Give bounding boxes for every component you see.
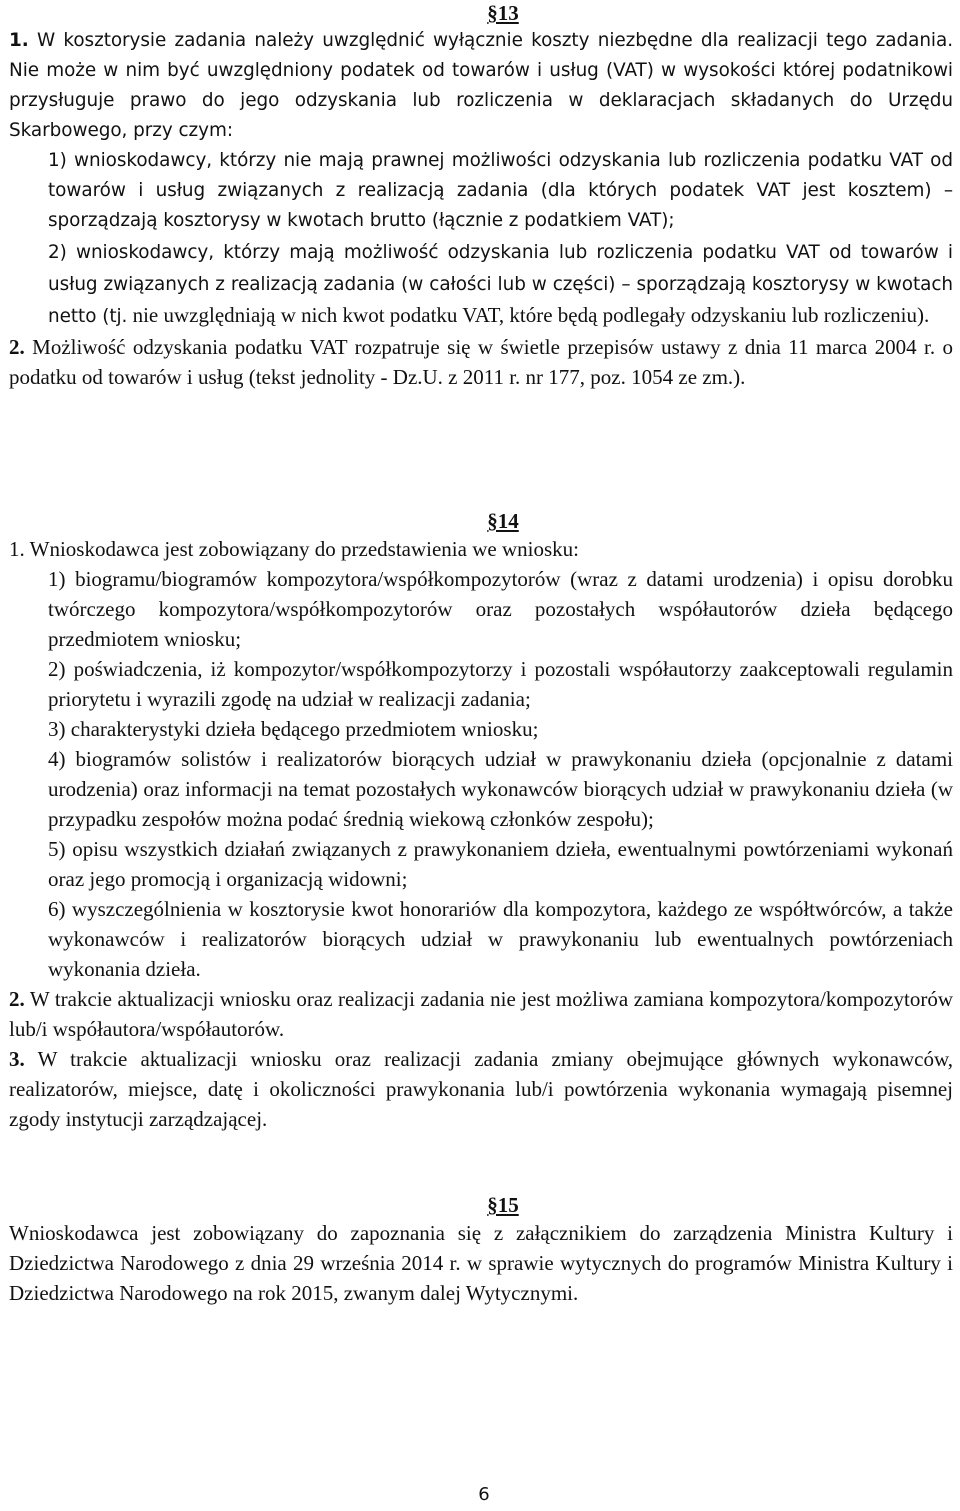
paragraph-text: W trakcie aktualizacji wniosku oraz realizacji zadania zmiany obejmujące głównych wykonawców, realizatorów, miejsce, datę i okoliczności prawykonania lub/i powtórzenia wykonania wymagają pisemnej zgody instytucji zarządzającej. [9, 1047, 953, 1131]
paragraph-text: W trakcie aktualizacji wniosku oraz realizacji zadania nie jest możliwa zamiana kompozytora/kompozytorów lub/i współautora/współautorów. [9, 987, 953, 1041]
paragraph-text: Możliwość odzyskania podatku VAT rozpatruje się w świetle przepisów ustawy z dnia 11 marca 2004 r. o podatku od towarów i usług (tekst jednolity - Dz.U. z 2011 r. nr 177, poz. 1054 ze zm.). [9, 335, 954, 389]
section-14-item-3: 3) charakterystyki dzieła będącego przedmiotem wniosku; [48, 717, 539, 741]
section-15-paragraph: Wnioskodawca jest zobowiązany do zapoznania się z załącznikiem do zarządzenia Ministra Kultury i Dziedzictwa Narodowego z dnia 29 września 2014 r. w sprawie wytycznych do programów Ministra Kultury i Dziedzictwa Narodowego na rok 2015, zwanym dalej Wytycznymi. [9, 1221, 953, 1305]
section-14-item-2: 2) poświadczenia, iż kompozytor/współkompozytorzy i pozostali współautorzy zaakceptowali regulamin priorytetu i wyrazili zgodę na udział w realizacji zadania; [48, 657, 953, 711]
section-14-item-4: 4) biogramów solistów i realizatorów biorących udział w prawykonaniu dzieła (opcjonalnie z datami urodzenia) oraz informacji na temat pozostałych wykonawców biorących udział w prawykonaniu dzieła (w przypadku zespołów można podać średnią wiekową członków zespołu); [48, 747, 953, 831]
section-14 [9, 508, 953, 1134]
section-13-paragraph-1 [9, 26, 953, 146]
paragraph-number: 2. [9, 335, 25, 359]
paragraph-text: W kosztorysie zadania należy uwzględnić wyłącznie koszty niezbędne dla realizacji tego zadania. Nie może w nim być uwzględniony podatek od towarów i usług (VAT) w wysokości której podatnikowi przysługuje prawo do jego odzyskania lub rozliczenia w deklaracjach składanych do Urzędu Skarbowego, przy czym: [9, 30, 954, 141]
section-14-item-5: 5) opisu wszystkich działań związanych z prawykonaniem dzieła, ewentualnymi powtórzeniami wykonań oraz jego promocją i organizacją widowni; [48, 837, 953, 891]
paragraph-number: 2. [9, 987, 25, 1011]
section-14-paragraph-2 [9, 984, 953, 1044]
section-13-heading: §13 [487, 1, 519, 25]
page-number: 6 [478, 1484, 490, 1505]
section-14-heading: §14 [487, 509, 519, 533]
section-13 [9, 0, 953, 392]
section-14-item-6: 6) wyszczególnienia w kosztorysie kwot honorariów dla kompozytora, każdego ze współtwórców, a także wykonawców i realizatorów biorących udział w prawykonaniu lub ewentualnych powtórzeniach wykonania dzieła. [48, 897, 953, 981]
section-13-paragraph-2 [9, 332, 953, 392]
item-2-part-b: nie uwzględniają w nich kwot podatku VAT, które będą podlegały odzyskaniu lub rozliczeniu). [132, 303, 930, 327]
section-14-paragraph-3 [9, 1044, 953, 1134]
paragraph-number: 1. [9, 30, 29, 51]
section-15-heading: §15 [487, 1193, 519, 1217]
paragraph-number: 3. [9, 1047, 25, 1071]
paragraph-text: Wnioskodawca jest zobowiązany do przedstawienia we wniosku: [29, 537, 579, 561]
paragraph-number: 1. [9, 537, 25, 561]
section-13-item-1: 1) wnioskodawcy, którzy nie mają prawnej możliwości odzyskania lub rozliczenia podatku VAT od towarów i usług związanych z realizacją zadania (dla których podatek VAT jest kosztem) – sporządzają kosztorysy w kwotach brutto (łącznie z podatkiem VAT); [48, 150, 953, 231]
section-14-item-1: 1) biogramu/biogramów kompozytora/współkompozytorów (wraz z datami urodzenia) i opisu dorobku twórczego kompozytora/współkompozytorów oraz pozostałych współautorów dzieła będącego przedmiotem wniosku; [48, 567, 953, 651]
section-15 [9, 1192, 953, 1308]
section-13-item-2 [9, 236, 953, 332]
section-14-paragraph-1 [9, 534, 953, 564]
item-2-part-a: 2) wnioskodawcy, którzy mają możliwość odzyskania lub rozliczenia podatku VAT od towarów i usług związanych z realizacją zadania (w całości lub w części) – sporządzają kosztorysy w kwotach netto (tj. [48, 242, 953, 327]
